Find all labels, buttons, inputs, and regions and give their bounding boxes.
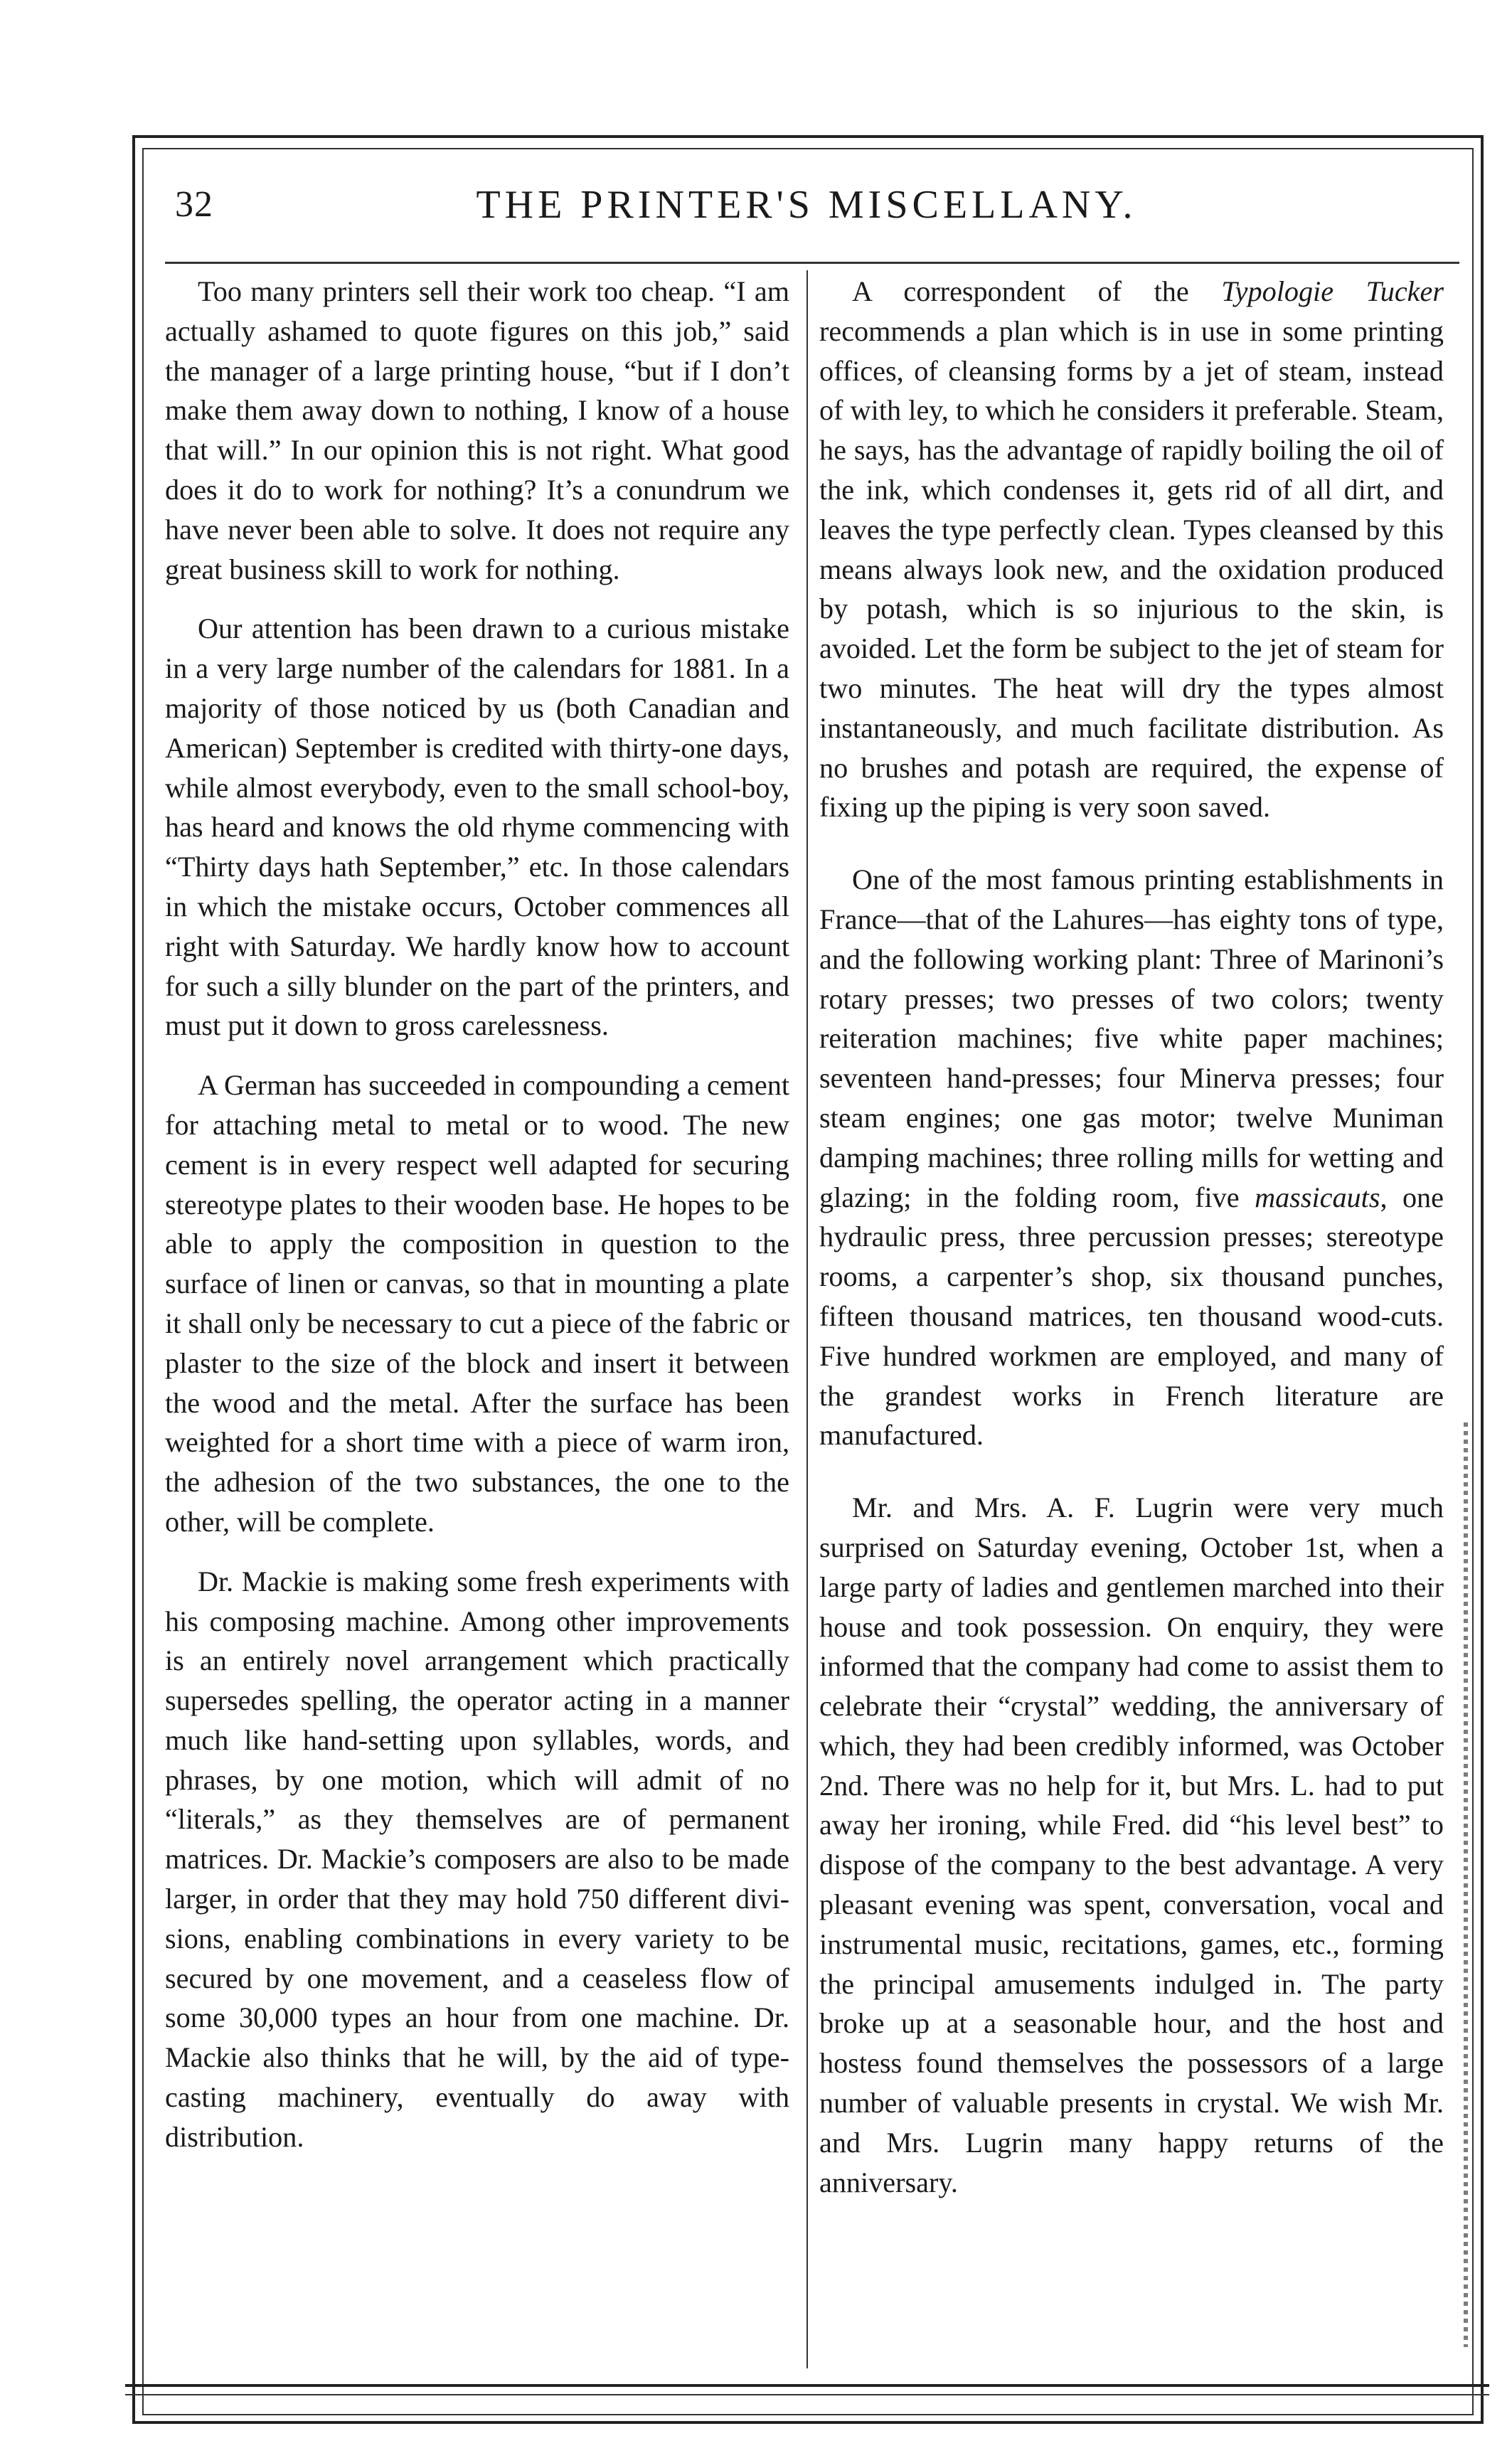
running-title: THE PRINTER'S MISCELLANY. <box>476 183 1137 227</box>
journal-title: Typologie Tucker <box>1221 275 1444 307</box>
massicauts-term: massicauts <box>1255 1181 1380 1213</box>
header-rule <box>165 262 1459 264</box>
article-mackie-machine: Dr. Mackie is making some fresh experiments with his composing machine. Among other improvements is an entirely novel arrangement which practically supersedes spelling, the operator acting in a manner much like hand-setting upon syllables, words, and phrases, by one motion, which will admit of no “literals,” as they themselves are of permanent matrices. Dr. Mackie’s composers are also to be made larger, in order that they may hold 750 different divisions, enabling combinations in every variety to be secured by one movement, and a ceaseless flow of some 30,000 types an hour from one machine. Dr. Mackie also thinks that he will, by the aid of type-casting machinery, eventually do away with distribution. <box>165 1565 789 2153</box>
page-header <box>154 178 1459 235</box>
article-lahures-plant <box>819 860 1444 1455</box>
bottom-rule-thin <box>125 2394 1489 2395</box>
left-column <box>165 272 789 2157</box>
article-lahures-text-b: , one hydraulic press, three percussion presses; stereotype rooms, a carpenter’s shop, six thousand punches, fifteen thousand matrices, ten thousand wood-cuts. Five hundred workmen are employed, and many of the grandest works in French literature are manufactured. <box>819 1181 1444 1452</box>
article-german-cement: A German has succeeded in compounding a cement for attaching metal to metal or to wood. The new cement is in every respect well adapted for securing stereotype plates to their wooden base. He hopes to be able to apply the composition in question to the surface of linen or canvas, so that in mounting a plate it shall only be necessary to cut a piece of the fabric or plaster to the size of the block and insert it between the wood and the metal. After the surface has been weighted for a short time with a piece of warm iron, the adhesion of the two substances, the one to the other, will be complete. <box>165 1069 789 1538</box>
article-steam-cleansing <box>819 272 1444 827</box>
article-cheap-work: Too many printers sell their work too cheap. “I am actually ashamed to quote figures on this job,” said the manager of a large printing house, “but if I don’t make them away down to nothing, I know of a house that will.” In our opinion this is not right. What good does it do to work for nothing? It’s a conundrum we have never been able to solve. It does not require any great business skill to work for nothing. <box>165 275 789 585</box>
article-lugrin-wedding: Mr. and Mrs. A. F. Lugrin were very much surprised on Saturday evening, October 1st, when a large party of ladies and gentlemen marched into their house and took possession. On enquiry, they were informed that the company had come to assist them to celebrate their “crystal” wedding, the anniversary of which, they had been credibly informed, was October 2nd. There was no help for it, but Mrs. L. had to put away her ironing, while Fred. did “his level best” to dispose of the company to the best advantage. A very pleasant evening was spent, conversation, vocal and instrumental music, recitations, games, etc., forming the principal amusements indulged in. The party broke up at a seasonable hour, and the host and hostess found themselves the possessors of a large number of valuable presents in crystal. We wish Mr. and Mrs. Lugrin many happy returns of the anniversary. <box>819 1491 1444 2198</box>
article-calendar-mistake: Our attention has been drawn to a curious mistake in a very large number of the calendars for 1881. In a majority of those noticed by us (both Canadian and American) September is credited with thirty-one days, while almost everybody, even to the small school-boy, has heard and knows the old rhyme commencing with “Thirty days hath September,” etc. In those calendars in which the mistake occurs, October commences all right with Saturday. We hardly know how to account for such a silly blunder on the part of the printers, and must put it down to gross carelessness. <box>165 612 789 1042</box>
bottom-rule <box>125 2384 1489 2387</box>
article-lahures-text-a: One of the most famous printing establishments in France—that of the Lahures—has eighty tons of type, and the following working plant: Three of Marinoni’s rotary presses; two presses of two colors; twenty reiteration machines; five white paper machines; seventeen hand-presses; four Minerva presses; four steam engines; one gas motor; twelve Muniman damping machines; three rolling mills for wetting and glazing; in the folding room, five <box>819 863 1444 1213</box>
column-divider <box>806 270 808 2368</box>
article-steam-text-b: recommends a plan which is in use in some printing offices, of cleansing forms by a jet of steam, instead of with ley, to which he considers it preferable. Steam, he says, has the advantage of rapidly boiling the oil of the ink, which condenses it, gets rid of all dirt, and leaves the type perfectly clean. Types cleansed by this means always look new, and the oxidation produced by potash, which is so injurious to the skin, is avoided. Let the form be subject to the jet of steam for two minutes. The heat will dry the types almost instantaneously, and much facilitate distribution. As no brushes and potash are required, the expense of fixing up the piping is very soon saved. <box>819 314 1444 824</box>
page-number: 32 <box>175 184 213 225</box>
edge-hatching <box>1464 1422 1468 2347</box>
right-column <box>819 272 1444 2202</box>
article-steam-text-a: A correspondent of the <box>852 275 1222 307</box>
